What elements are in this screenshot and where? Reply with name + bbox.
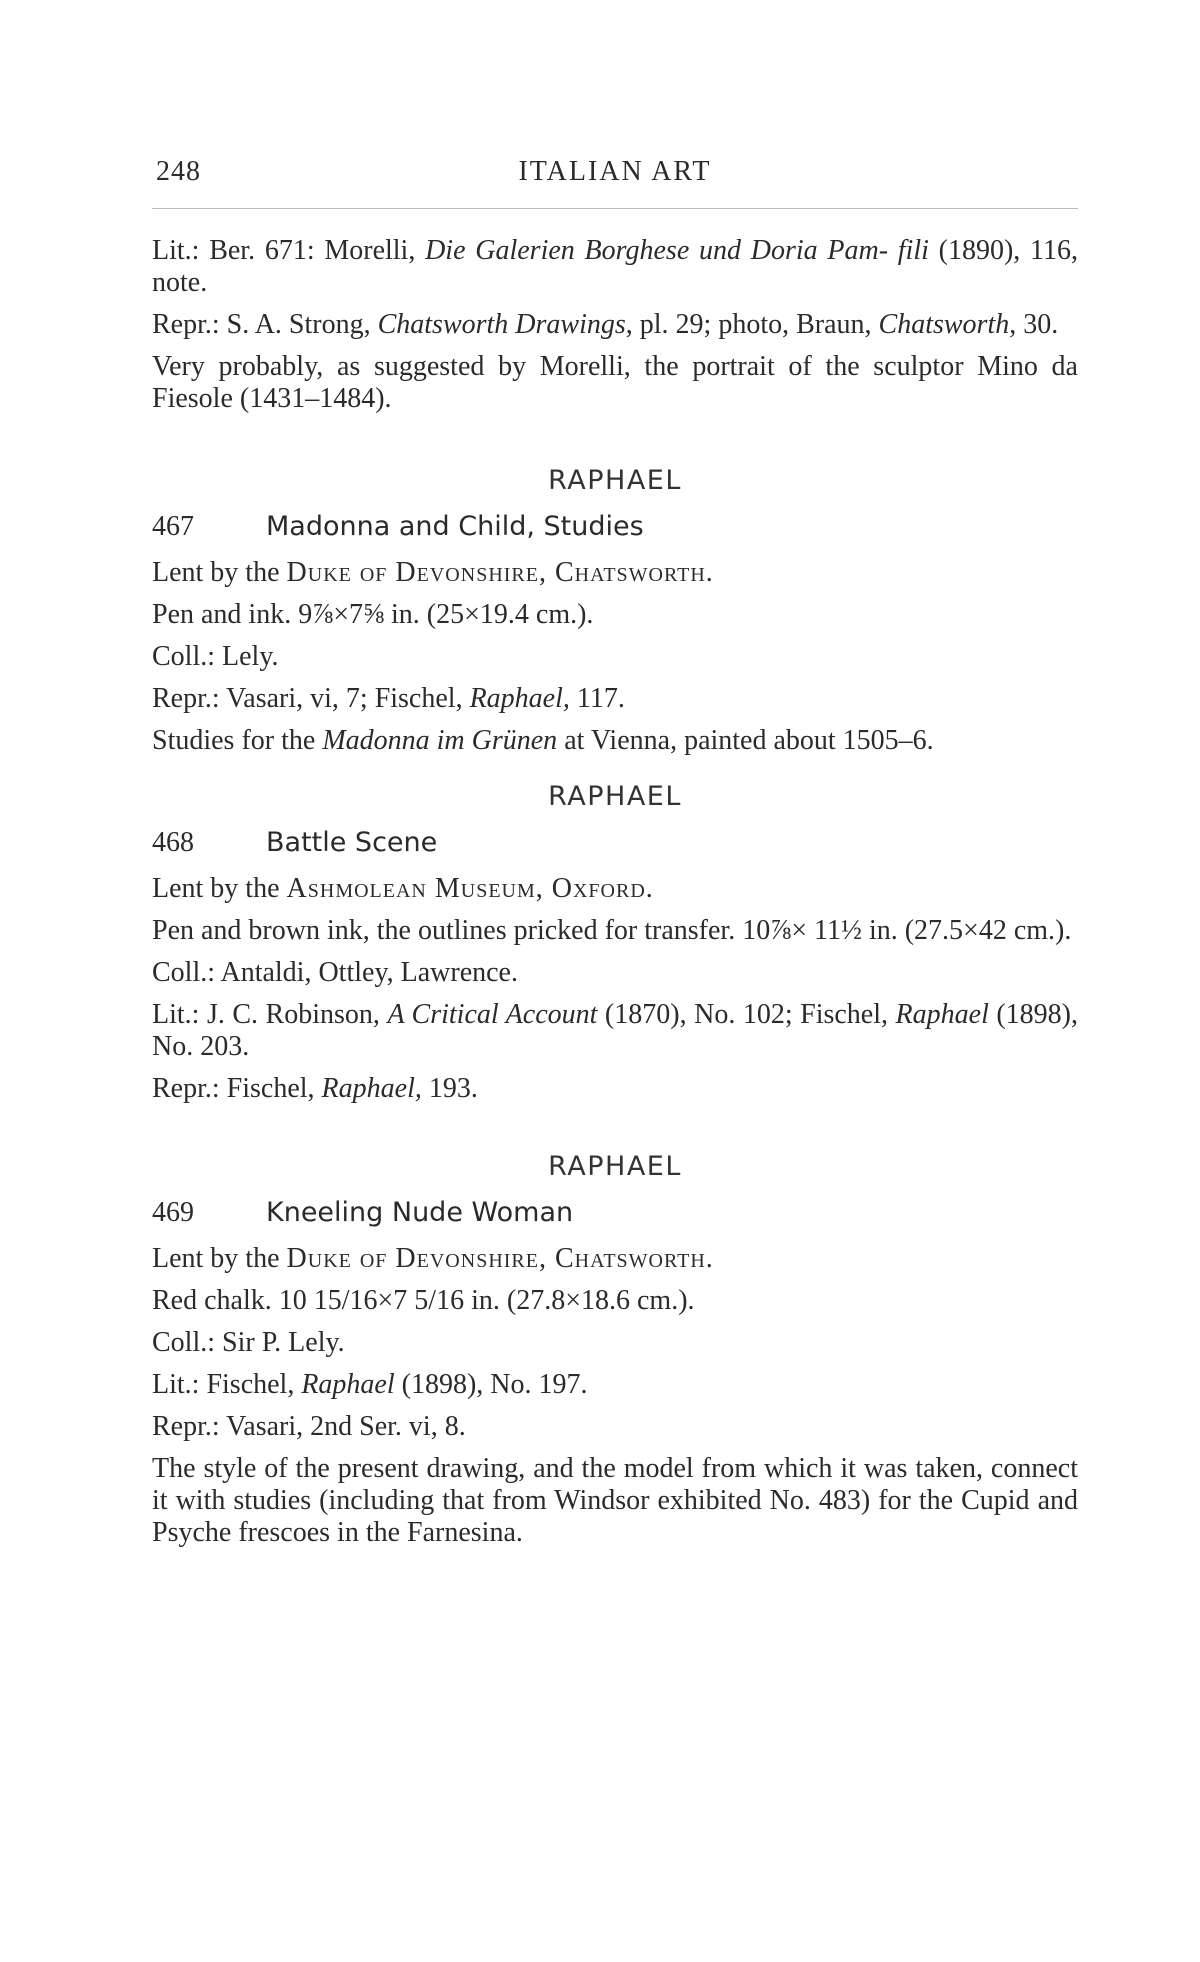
prev-entry-note: Very probably, as suggested by Morelli, the portrait of the sculptor Mino da Fiesole (1431–1484).	[152, 351, 1078, 414]
entry-lender: Lent by the Duke of Devonshire, Chatsworth.	[152, 1243, 714, 1274]
header-rule	[152, 208, 1078, 209]
running-title: ITALIAN ART	[518, 156, 712, 187]
entry-reproduction: Repr.: Fischel, Raphael, 193.	[152, 1073, 478, 1104]
entry-collection: Coll.: Lely.	[152, 641, 279, 672]
entry-reproduction: Repr.: Vasari, 2nd Ser. vi, 8.	[152, 1411, 466, 1442]
page-number: 248	[156, 156, 201, 187]
entry-title-text: Kneeling Nude Woman	[266, 1197, 574, 1228]
prev-entry-lit: Lit.: Ber. 671: Morelli, Die Galerien Borghese und Doria Pam- fili (1890), 116, note.	[152, 235, 1078, 298]
entry-number: 469	[152, 1197, 194, 1228]
entry-artist: RAPHAEL	[548, 781, 682, 812]
entry-469	[152, 1151, 1078, 1549]
entry-number: 467	[152, 511, 194, 542]
prev-entry-repr: Repr.: S. A. Strong, Chatsworth Drawings, pl. 29; photo, Braun, Chatsworth, 30.	[152, 309, 1059, 340]
entry-reproduction: Repr.: Vasari, vi, 7; Fischel, Raphael, 117.	[152, 683, 625, 714]
entry-medium: Red chalk. 10 15/16×7 5/16 in. (27.8×18.6 cm.).	[152, 1285, 695, 1316]
entry-title	[152, 511, 1078, 543]
entry-468	[152, 781, 1078, 1105]
entry-note: The style of the present drawing, and the model from which it was taken, connect it with studies (including that from Windsor exhibited No. 483) for the Cupid and Psyche frescoes in the Farnesina.	[152, 1453, 1078, 1548]
entry-artist: RAPHAEL	[548, 1151, 682, 1182]
entry-lender: Lent by the Duke of Devonshire, Chatsworth.	[152, 557, 714, 588]
entry-title	[152, 827, 1078, 859]
entry-collection: Coll.: Sir P. Lely.	[152, 1327, 345, 1358]
entry-title	[152, 1197, 1078, 1229]
entry-lender: Lent by the Ashmolean Museum, Oxford.	[152, 873, 654, 904]
entry-artist: RAPHAEL	[548, 465, 682, 496]
entry-medium: Pen and brown ink, the outlines pricked for transfer. 10⅞× 11½ in. (27.5×42 cm.).	[152, 915, 1072, 946]
entry-literature: Lit.: Fischel, Raphael (1898), No. 197.	[152, 1369, 588, 1400]
entry-collection: Coll.: Antaldi, Ottley, Lawrence.	[152, 957, 518, 988]
entry-title-text: Battle Scene	[266, 827, 438, 858]
document-page	[152, 150, 1078, 1559]
entry-number: 468	[152, 827, 194, 858]
entry-note: Studies for the Madonna im Grünen at Vienna, painted about 1505–6.	[152, 725, 934, 756]
running-head	[152, 150, 1078, 194]
entry-medium: Pen and ink. 9⅞×7⅝ in. (25×19.4 cm.).	[152, 599, 594, 630]
entry-467	[152, 465, 1078, 757]
entry-literature: Lit.: J. C. Robinson, A Critical Account (1870), No. 102; Fischel, Raphael (1898), No. 203.	[152, 999, 1079, 1062]
entry-title-text: Madonna and Child, Studies	[266, 511, 644, 542]
